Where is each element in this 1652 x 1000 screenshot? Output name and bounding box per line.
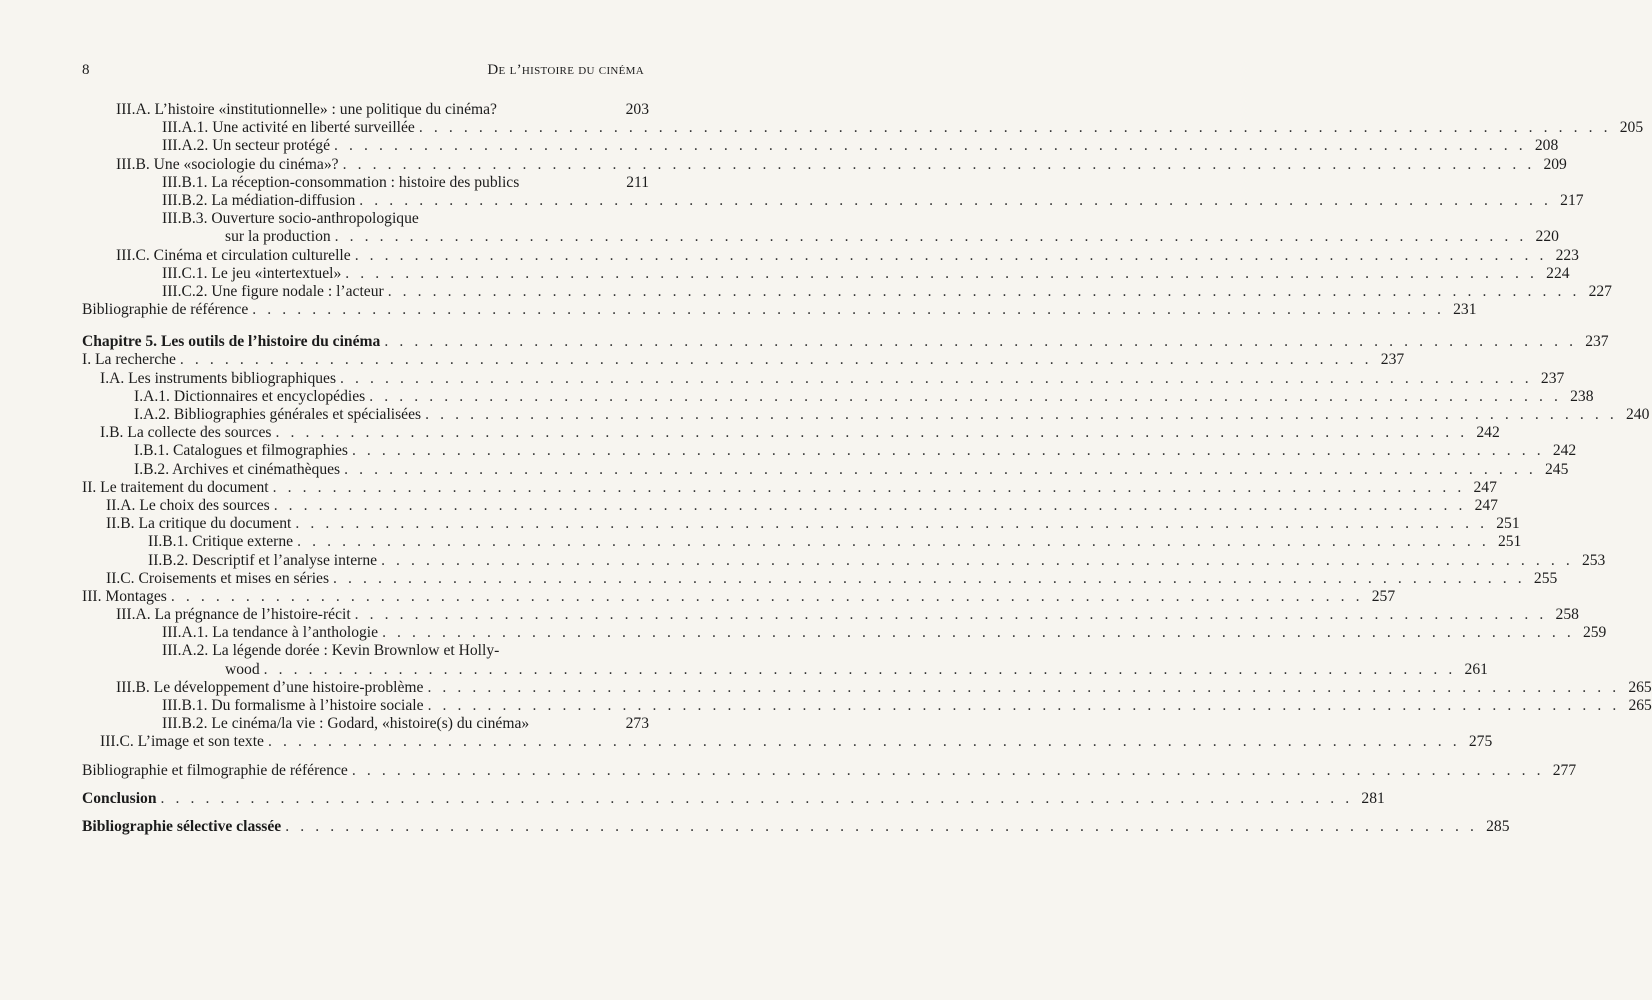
dot-leader: . . . . . . . . . . . . . . . . . . . . . . . . . . . . . . . . . . . . . . . . . . . . . . . . . . . . . . . . . . . . . . . . . . . . . . . . . . . . . . . . [359,191,1552,209]
toc-entry [82,660,1488,679]
toc-entry-label: Conclusion [82,789,157,807]
toc-spacer [82,319,649,333]
dot-leader: . . . . . . . . . . . . . . . . . . . . . . . . . . . . . . . . . . . . . . . . . . . . . . . . . . . . . . . . . . . . . . . . . . . . . . . . . . . . . . . . [427,678,1620,696]
toc-entry [82,155,1567,174]
toc-entry-page: 247 [1473,478,1497,496]
toc-entry [82,551,1606,570]
toc-entry [82,761,1577,780]
toc-spacer [82,780,649,790]
dot-leader: . . . . . . . . . . . . . . . . . . . . . . . . . . . . . . . . . . . . . . . . . . . . . . . . . . . . . . . . . . . . . . . . . . . . . . . . . . . . . . . . [273,496,1466,514]
toc-entry [82,733,1493,751]
toc-entry-page: 285 [1486,817,1510,835]
toc-entry-page: 265 [1628,678,1652,696]
toc-entry [82,191,1584,210]
toc-entry-label: III.B. Le développement d’une histoire-problème [116,678,424,696]
dot-leader: . . . . . . . . . . . . . . . . . . . . . . . . . . . . . . . . . . . . . . . . . . . . . . . . . . . . . . . . . . . . . . . . . . . . . . . . . . . . . . . . [384,333,1577,351]
dot-leader: . . . . . . . . . . . . . . . . . . . . . . . . . . . . . . . . . . . . . . . . . . . . . . . . . . . . . . . . . . . . . . . . . . . . . . . . . . . . . . . . [381,551,1574,569]
toc-entry [82,697,1652,715]
dot-leader: . . . . . . . . . . . . . . . . . . . . . . . . . . . . . . . . . . . . . . . . . . . . . . . . . . . . . . . . . . . . . . . . . . . . . . . . . . . . . . . . [351,442,1545,460]
toc-entry [82,533,1522,551]
toc-entry-label: III.C.2. Une figure nodale : l’acteur [162,282,384,300]
toc-entry-label: II.C. Croisements et mises en séries [106,569,330,587]
toc-entry [82,387,1594,406]
toc-entry-label: II.B.2. Descriptif et l’analyse interne [148,551,378,569]
toc-entry-label: I.B. La collecte des sources [100,424,272,442]
toc-spacer [82,752,649,762]
toc-entry-page: 223 [1555,246,1579,264]
toc-entry-label: Bibliographie sélective classée [82,817,282,835]
toc-entry [82,460,1569,479]
toc-entry-label: I. La recherche [82,351,176,369]
toc-entry-page: 257 [1371,587,1396,605]
toc-entry-page: 242 [1476,424,1500,442]
toc-entry-label: II. Le traitement du document [82,478,269,496]
toc-entry-page: 255 [1533,569,1558,587]
toc-entry-label: III.B.1. Du formalisme à l’histoire sociale [162,697,424,714]
dot-leader: . . . . . . . . . . . . . . . . . . . . . . . . . . . . . . . . . . . . . . . . . . . . . . . . . . . . . . . . . . . . . . . . . . . . . . . . . . . . . . . . [418,119,1612,137]
toc-entry-label: II.B.1. Critique externe [148,533,294,551]
toc-entry-page: 224 [1546,264,1570,282]
dot-leader: . . . . . . . . . . . . . . . . . . . . . . . . . . . . . . . . . . . . . . . . . . . . . . . . . . . . . . . . . . . . . . . . . . . . . . . . . . . . . . . . [297,533,1490,551]
dot-leader: . . . . . . . . . . . . . . . . . . . . . . . . . . . . . . . . . . . . . . . . . . . . . . . . . . . . . . . . . . . . . . . . . . . . . . . . . . . . . . . . [263,660,1456,678]
toc-entry [82,715,649,733]
toc-entry [82,137,1559,155]
toc-entry-page: 247 [1474,496,1498,514]
dot-leader: . . . . . . . . . . . . . . . . . . . . . . . . . . . . . . . . . . . . . . . . . . . . . . . . . . . . . . . . . . . . . . . . . . . . . . . . . . . . . . . . [427,697,1620,714]
toc-entry-label: III.A.2. Un secteur protégé [162,137,330,155]
toc-entry-label: III.C.1. Le jeu «intertextuel» [162,264,342,282]
toc-entry-label: III.B. Une «sociologie du cinéma»? [116,155,339,173]
toc-entry [82,369,1565,388]
table-of-contents [82,101,1652,836]
toc-entry-page: 245 [1545,460,1569,478]
dot-leader: . . . . . . . . . . . . . . . . . . . . . . . . . . . . . . . . . . . . . . . . . . . . . . . . . . . . . . . . . . . . . . . . . . . . . . . . . . . . . . . . [354,606,1547,624]
toc-entry-page: 259 [1582,624,1607,642]
toc-entry [82,569,1558,588]
toc-entry-label: II.B. La critique du document [106,515,292,533]
toc-entry-page: 208 [1534,137,1559,155]
toc-entry [82,642,649,660]
toc-entry-label: III.B.2. Le cinéma/la vie : Godard, «histoire(s) du cinéma» [162,715,530,733]
toc-entry-label: I.A. Les instruments bibliographiques [100,369,337,387]
dot-leader: . . . . . . . . . . . . . . . . . . . . . . . . . . . . . . . . . . . . . . . . . . . . . . . . . . . . . . . . . . . . . . . . . . . . . . . . . . . . . . . . [252,301,1445,319]
toc-entry-label: sur la production [225,228,331,246]
toc-entry-page: 205 [1619,119,1644,137]
toc-entry [82,333,1609,351]
toc-entry [82,264,1570,283]
toc-entry-page: 251 [1496,515,1520,533]
running-title: De l’histoire du cinéma [487,62,644,78]
toc-entry [82,606,1579,624]
toc-entry-label: wood [225,660,260,678]
toc-entry-page: 237 [1585,333,1609,351]
toc-entry-label: III.A. L’histoire «institutionnelle» : une politique du cinéma? [116,101,497,118]
toc-entry [82,246,1579,265]
toc-entry-label: I.A.1. Dictionnaires et encyclopédies [134,387,366,405]
toc-entry-label: I.B.2. Archives et cinémathèques [134,460,341,478]
toc-entry-page: 251 [1497,533,1522,551]
page-number: 8 [82,62,90,78]
toc-entry-label: III. Montages [82,587,167,605]
toc-entry-page: 240 [1625,406,1650,423]
toc-entry-page: 253 [1581,551,1606,569]
toc-entry-label: Chapitre 5. Les outils de l’histoire du cinéma [82,333,381,351]
dot-leader: . . . . . . . . . . . . . . . . . . . . . . . . . . . . . . . . . . . . . . . . . . . . . . . . . . . . . . . . . . . . . . . . . . . . . . . . . . . . . . . . [170,587,1364,605]
toc-entry-label: I.B.1. Catalogues et filmographies [134,442,348,460]
toc-entry-label: III.A. La prégnance de l’histoire-récit [116,606,351,624]
dot-leader: . . . . . . . . . . . . . . . . . . . . . . . . . . . . . . . . . . . . . . . . . . . . . . . . . . . . . . . . . . . . . . . . . . . . . . . . . . . . . . . . [354,246,1547,264]
toc-entry-page: 238 [1570,387,1594,405]
running-header [82,62,644,82]
toc-entry [82,119,1644,137]
toc-entry-page: 220 [1535,228,1559,246]
dot-leader: . . . . . . . . . . . . . . . . . . . . . . . . . . . . . . . . . . . . . . . . . . . . . . . . . . . . . . . . . . . . . . . . . . . . . . . . . . . . . . . . [295,515,1488,533]
toc-entry-page: 277 [1552,761,1577,779]
toc-entry [82,424,1500,442]
dot-leader: . . . . . . . . . . . . . . . . . . . . . . . . . . . . . . . . . . . . . . . . . . . . . . . . . . . . . . . . . . . . . . . . . . . . . . . . . . . . . . . . [334,137,1527,155]
dot-leader: . . . . . . . . . . . . . . . . . . . . . . . . . . . . . . . . . . . . . . . . . . . . . . . . . . . . . . . . . . . . . . . . . . . . . . . . . . . . . . . . [345,264,1538,282]
toc-entry-page: 237 [1380,351,1405,369]
toc-entry-label: III.C. Cinéma et circulation culturelle [116,246,351,264]
dot-leader: . . . . . . . . . . . . . . . . . . . . . . . . . . . . . . . . . . . . . . . . . . . . . . . . . . . . . . . . . . . . . . . . . . . . . . . . . . . . . . . . [340,369,1533,387]
toc-entry-page: 273 [625,715,649,733]
toc-entry-page: 211 [626,173,649,191]
toc-entry-label: III.A.2. La légende dorée : Kevin Brownlow et Holly- [162,642,500,660]
toc-entry [82,210,649,228]
toc-entry [82,174,649,192]
dot-leader: . . . . . . . . . . . . . . . . . . . . . . . . . . . . . . . . . . . . . . . . . . . . . . . . . . . . . . . . . . . . . . . . . . . . . . . . . . . . . . . . [275,424,1468,442]
dot-leader: . . . . . . . . . . . . . . . . . . . . . . . . . . . . . . . . . . . . . . . . . . . . . . . . . . . . . . . . . . . . . . . . . . . . . . . . . . . . . . . . [285,817,1478,835]
toc-entry-page: 258 [1555,606,1579,624]
dot-leader: . . . . . . . . . . . . . . . . . . . . . . . . . . . . . . . . . . . . . . . . . . . . . . . . . . . . . . . . . . . . . . . . . . . . . . . . . . . . . . . . [179,351,1373,369]
toc-entry-page: 203 [625,101,649,118]
dot-leader: . . . . . . . . . . . . . . . . . . . . . . . . . . . . . . . . . . . . . . . . . . . . . . . . . . . . . . . . . . . . . . . . . . . . . . . . . . . . . . . . [351,761,1545,779]
toc-entry [82,789,1385,808]
toc-entry-label: III.B.2. La médiation-diffusion [162,191,356,209]
dot-leader: . . . . . . . . . . . . . . . . . . . . . . . . . . . . . . . . . . . . . . . . . . . . . . . . . . . . . . . . . . . . . . . . . . . . . . . . . . . . . . . . [382,624,1575,642]
toc-entry-page: 261 [1464,660,1488,678]
toc-entry [82,515,1520,533]
toc-entry [82,817,1510,836]
dot-leader: . . . . . . . . . . . . . . . . . . . . . . . . . . . . . . . . . . . . . . . . . . . . . . . . . . . . . . . . . . . . . . . . . . . . . . . . . . . . . . . . [369,387,1562,405]
dot-leader: . . . . . . . . . . . . . . . . . . . . . . . . . . . . . . . . . . . . . . . . . . . . . . . . . . . . . . . . . . . . . . . . . . . . . . . . . . . . . . . . [160,789,1353,807]
toc-entry [82,587,1396,606]
toc-entry-label: Bibliographie et filmographie de référence [82,761,348,779]
toc-entry-page: 209 [1543,155,1567,173]
toc-entry [82,101,649,119]
dot-leader: . . . . . . . . . . . . . . . . . . . . . . . . . . . . . . . . . . . . . . . . . . . . . . . . . . . . . . . . . . . . . . . . . . . . . . . . . . . . . . . . [342,155,1535,173]
toc-entry [82,351,1405,369]
toc-entry [82,478,1497,497]
toc-entry-page: 237 [1540,369,1565,387]
toc-entry-page: 231 [1453,301,1477,319]
dot-leader: . . . . . . . . . . . . . . . . . . . . . . . . . . . . . . . . . . . . . . . . . . . . . . . . . . . . . . . . . . . . . . . . . . . . . . . . . . . . . . . . [387,282,1580,300]
toc-entry-label: II.A. Le choix des sources [106,496,270,514]
toc-entry-label: I.A.2. Bibliographies générales et spécialisées [134,406,422,423]
dot-leader: . . . . . . . . . . . . . . . . . . . . . . . . . . . . . . . . . . . . . . . . . . . . . . . . . . . . . . . . . . . . . . . . . . . . . . . . . . . . . . . . [272,478,1465,496]
toc-entry-page: 242 [1552,442,1577,460]
dot-leader: . . . . . . . . . . . . . . . . . . . . . . . . . . . . . . . . . . . . . . . . . . . . . . . . . . . . . . . . . . . . . . . . . . . . . . . . . . . . . . . . [425,406,1618,423]
dot-leader: . . . . . . . . . . . . . . . . . . . . . . . . . . . . . . . . . . . . . . . . . . . . . . . . . . . . . . . . . . . . . . . . . . . . . . . . . . . . . . . . [267,733,1461,751]
toc-entry [82,406,1650,424]
toc-entry [82,624,1607,642]
toc-entry-label: Bibliographie de référence [82,301,249,319]
toc-entry-label: III.B.1. La réception-consommation : histoire des publics [162,173,520,191]
toc-entry [82,282,1612,301]
toc-entry-label: III.A.1. Une activité en liberté surveillée [162,119,415,137]
toc-entry-page: 227 [1588,282,1612,300]
toc-spacer [82,808,649,818]
toc-entry-page: 281 [1361,789,1385,807]
toc-entry-page: 275 [1468,733,1493,751]
toc-entry [82,678,1652,697]
dot-leader: . . . . . . . . . . . . . . . . . . . . . . . . . . . . . . . . . . . . . . . . . . . . . . . . . . . . . . . . . . . . . . . . . . . . . . . . . . . . . . . . [333,569,1526,587]
toc-entry [82,496,1498,515]
dot-leader: . . . . . . . . . . . . . . . . . . . . . . . . . . . . . . . . . . . . . . . . . . . . . . . . . . . . . . . . . . . . . . . . . . . . . . . . . . . . . . . . [334,228,1527,246]
toc-entry-page: 217 [1560,191,1584,209]
toc-entry-page: 265 [1628,697,1652,714]
toc-entry [82,442,1577,460]
toc-entry-label: III.A.1. La tendance à l’anthologie [162,624,379,642]
dot-leader: . . . . . . . . . . . . . . . . . . . . . . . . . . . . . . . . . . . . . . . . . . . . . . . . . . . . . . . . . . . . . . . . . . . . . . . . . . . . . . . . [344,460,1537,478]
toc-entry-label: III.C. L’image et son texte [100,733,264,751]
toc-entry [82,228,1559,246]
toc-entry [82,301,1477,319]
toc-entry-label: III.B.3. Ouverture socio-anthropologique [162,210,419,228]
